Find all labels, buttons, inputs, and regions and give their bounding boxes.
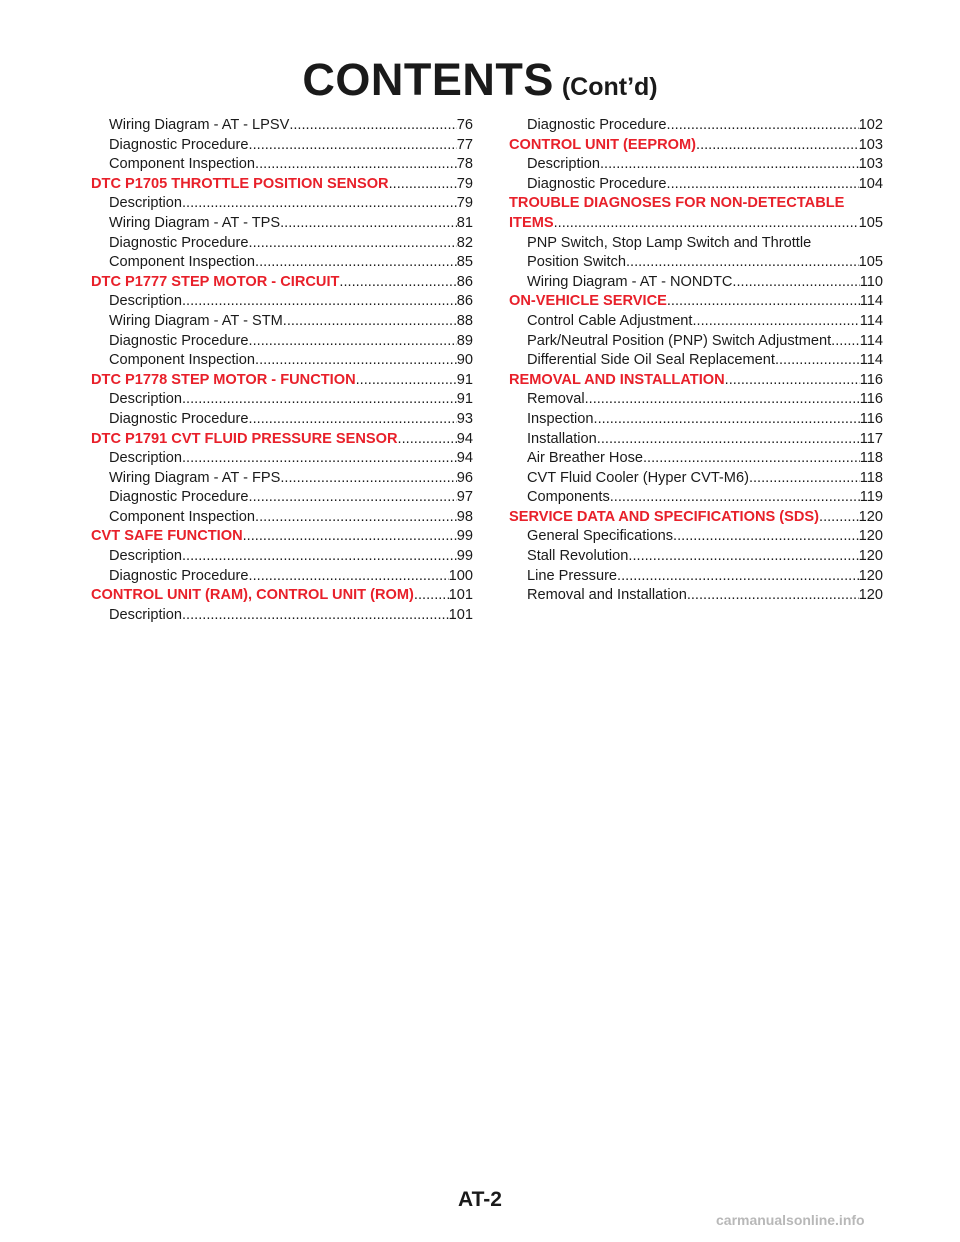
dot-leader — [280, 214, 457, 234]
toc-entry[interactable] — [509, 488, 883, 508]
toc-entry[interactable] — [91, 155, 473, 175]
dot-leader — [249, 234, 457, 254]
toc-entry-label: PNP Switch, Stop Lamp Switch and Throttle — [527, 234, 812, 251]
toc-entry-page: 101 — [448, 587, 473, 604]
toc-entry-page: 91 — [456, 391, 473, 408]
toc-entry-label: Components — [527, 489, 610, 506]
title-subtitle: (Cont’d) — [561, 73, 658, 101]
toc-right-column — [509, 116, 883, 606]
dot-leader — [667, 175, 859, 195]
toc-entry-label: Component Inspection — [109, 508, 256, 525]
dot-leader — [628, 547, 858, 567]
toc-entry[interactable] — [91, 410, 473, 430]
toc-entry[interactable] — [91, 488, 473, 508]
dot-leader — [255, 155, 457, 175]
toc-entry-page: 105 — [858, 214, 883, 231]
toc-entry-page: 114 — [859, 312, 883, 329]
toc-entry-label: REMOVAL AND INSTALLATION — [509, 371, 725, 388]
toc-entry-label: CVT Fluid Cooler (Hyper CVT-M6) — [527, 469, 749, 486]
toc-entry-page: 82 — [456, 234, 473, 251]
toc-entry-page: 118 — [859, 469, 883, 486]
dot-leader — [249, 410, 457, 430]
toc-entry-label: Diagnostic Procedure — [109, 234, 249, 251]
toc-entry[interactable] — [509, 312, 883, 332]
toc-entry-label: DTC P1777 STEP MOTOR - CIRCUIT — [91, 273, 340, 290]
toc-entry-label: Component Inspection — [109, 352, 256, 369]
toc-entry-page: 99 — [456, 528, 473, 545]
toc-entry[interactable] — [509, 234, 883, 254]
dot-leader — [643, 449, 860, 469]
dot-leader — [243, 527, 457, 547]
dot-leader — [280, 469, 456, 489]
toc-entry-page: 120 — [858, 508, 883, 525]
dot-leader — [696, 136, 859, 156]
dot-leader — [585, 390, 860, 410]
dot-leader — [182, 390, 457, 410]
toc-entry-page: 104 — [858, 175, 883, 192]
toc-entry[interactable] — [91, 253, 473, 273]
toc-entry-label: ITEMS — [509, 214, 554, 231]
toc-entry[interactable] — [91, 116, 473, 136]
toc-left-column — [91, 116, 473, 625]
dot-leader — [667, 116, 859, 136]
toc-entry[interactable] — [91, 606, 473, 626]
toc-entry-label: Description — [527, 156, 600, 173]
toc-entry[interactable] — [509, 175, 883, 195]
toc-entry-label: Wiring Diagram - AT - LPSV — [109, 117, 290, 133]
toc-entry-page: 79 — [456, 195, 473, 212]
toc-entry-label: TROUBLE DIAGNOSES FOR NON-DETECTABLE — [509, 195, 845, 212]
toc-entry[interactable] — [509, 547, 883, 567]
dot-leader — [255, 351, 457, 371]
toc-entry-page: 120 — [858, 548, 883, 565]
toc-entry[interactable] — [509, 430, 883, 450]
toc-entry[interactable] — [91, 292, 473, 312]
toc-entry-page: 86 — [456, 293, 473, 310]
toc-entry-page: 79 — [456, 175, 473, 192]
toc-entry-page: 85 — [456, 254, 473, 271]
toc-entry-label: Diagnostic Procedure — [109, 136, 249, 153]
toc-entry-label: Removal and Installation — [527, 587, 687, 604]
toc-entry-label: Description — [109, 450, 182, 467]
toc-entry-label: Differential Side Oil Seal Replacement — [527, 352, 775, 369]
toc-entry-label: DTC P1778 STEP MOTOR - FUNCTION — [91, 371, 356, 388]
toc-entry-page: 89 — [456, 332, 473, 349]
dot-leader — [775, 351, 860, 371]
toc-entry-label: Diagnostic Procedure — [109, 567, 249, 584]
toc-section-heading[interactable] — [91, 430, 473, 450]
dot-leader — [594, 410, 860, 430]
dot-leader — [289, 116, 456, 136]
toc-entry-label: Diagnostic Procedure — [109, 489, 249, 506]
dot-leader — [554, 214, 859, 234]
dot-leader — [626, 253, 859, 273]
toc-entry[interactable] — [91, 312, 473, 332]
toc-entry-label: Description — [109, 195, 182, 212]
dot-leader — [249, 332, 457, 352]
toc-entry-label: General Specifications — [527, 528, 674, 545]
page-title — [0, 54, 960, 106]
toc-entry-label: Control Cable Adjustment — [527, 312, 693, 329]
toc-entry-page: 118 — [859, 450, 883, 467]
dot-leader — [749, 469, 860, 489]
toc-entry[interactable] — [509, 527, 883, 547]
toc-entry[interactable] — [509, 273, 883, 293]
toc-entry[interactable] — [509, 155, 883, 175]
toc-entry[interactable] — [91, 508, 473, 528]
toc-entry-label: Stall Revolution — [527, 548, 629, 565]
toc-entry-page: 91 — [456, 371, 473, 388]
toc-section-heading[interactable] — [91, 371, 473, 391]
toc-entry-page: 120 — [858, 567, 883, 584]
dot-leader — [182, 292, 457, 312]
toc-entry[interactable] — [91, 449, 473, 469]
toc-entry-page: 114 — [859, 293, 883, 310]
toc-entry[interactable] — [509, 449, 883, 469]
toc-entry-label: Diagnostic Procedure — [527, 175, 667, 192]
toc-section-heading[interactable] — [509, 194, 883, 214]
toc-entry-page: 105 — [858, 254, 883, 271]
toc-section-heading[interactable] — [509, 371, 883, 391]
toc-entry-label: Wiring Diagram - AT - NONDTC — [527, 273, 733, 290]
toc-entry-page: 94 — [456, 450, 473, 467]
dot-leader — [255, 508, 457, 528]
toc-entry-label: DTC P1791 CVT FLUID PRESSURE SENSOR — [91, 430, 398, 447]
dot-leader — [687, 586, 859, 606]
toc-entry-page: 86 — [456, 273, 473, 290]
toc-entry-page: 120 — [858, 587, 883, 604]
toc-entry-label: CVT SAFE FUNCTION — [91, 528, 243, 545]
toc-entry-label: Diagnostic Procedure — [109, 410, 249, 427]
toc-entry-page: 88 — [456, 312, 473, 329]
dot-leader — [339, 273, 456, 293]
toc-entry-label: Installation — [527, 430, 597, 447]
toc-entry-page: 99 — [456, 548, 473, 565]
dot-leader — [414, 586, 449, 606]
dot-leader — [389, 175, 457, 195]
dot-leader — [356, 371, 457, 391]
toc-entry-label: Wiring Diagram - AT - STM — [109, 312, 283, 329]
toc-entry-page: 116 — [859, 391, 883, 408]
page-number: AT-2 — [458, 1188, 502, 1211]
dot-leader — [673, 527, 859, 547]
toc-entry-label: Wiring Diagram - AT - FPS — [109, 469, 281, 486]
dot-leader — [249, 567, 449, 587]
toc-entry-page: 114 — [859, 332, 883, 349]
toc-entry-label: Air Breather Hose — [527, 450, 643, 467]
toc-entry-page: 101 — [448, 606, 473, 623]
dot-leader — [667, 292, 860, 312]
toc-entry[interactable] — [91, 332, 473, 352]
dot-leader — [182, 449, 457, 469]
dot-leader — [249, 488, 457, 508]
toc-entry[interactable] — [91, 567, 473, 587]
toc-entry-page: 77 — [456, 136, 473, 153]
dot-leader — [725, 371, 860, 391]
toc-entry-label: Description — [109, 391, 182, 408]
toc-entry[interactable] — [509, 586, 883, 606]
toc-entry[interactable] — [509, 469, 883, 489]
toc-entry[interactable] — [509, 253, 883, 273]
toc-entry-page: 119 — [859, 489, 883, 506]
toc-entry-page: 103 — [858, 156, 883, 173]
toc-entry-page: 116 — [859, 410, 883, 427]
toc-entry-page: 98 — [456, 508, 473, 525]
toc-entry-page: 120 — [858, 528, 883, 545]
toc-entry-label: SERVICE DATA AND SPECIFICATIONS (SDS) — [509, 508, 820, 525]
dot-leader — [600, 155, 859, 175]
toc-entry-label: Park/Neutral Position (PNP) Switch Adjustment — [527, 332, 832, 349]
toc-entry-page: 110 — [859, 273, 883, 290]
dot-leader — [610, 488, 860, 508]
toc-entry[interactable] — [91, 136, 473, 156]
toc-entry-page: 94 — [456, 430, 473, 447]
toc-entry-page: 81 — [456, 214, 473, 231]
dot-leader — [617, 567, 859, 587]
toc-entry-page: 117 — [859, 430, 883, 447]
dot-leader — [182, 194, 457, 214]
toc-entry[interactable] — [509, 410, 883, 430]
toc-section-heading[interactable] — [509, 508, 883, 528]
dot-leader — [255, 253, 457, 273]
dot-leader — [283, 312, 457, 332]
dot-leader — [692, 312, 859, 332]
toc-entry[interactable] — [91, 390, 473, 410]
toc-entry-label: Line Pressure — [527, 567, 618, 584]
toc-entry[interactable] — [509, 390, 883, 410]
toc-entry-page: 96 — [456, 469, 473, 486]
toc-entry-label: Description — [109, 293, 182, 310]
watermark: carmanualsonline.info — [716, 1212, 865, 1228]
toc-entry-label: Removal — [527, 391, 585, 408]
toc-entry[interactable] — [509, 567, 883, 587]
toc-entry[interactable] — [509, 332, 883, 352]
title-main: CONTENTS — [302, 54, 554, 105]
toc-entry-label: Description — [109, 548, 182, 565]
dot-leader — [597, 430, 860, 450]
dot-leader — [182, 606, 449, 626]
toc-entry-label: Description — [109, 606, 182, 623]
toc-entry-page: 116 — [859, 371, 883, 388]
toc-entry-page: 76 — [456, 117, 473, 133]
toc-entry-page: 97 — [456, 489, 473, 506]
toc-entry-page: 103 — [858, 136, 883, 153]
toc-entry-label: ON-VEHICLE SERVICE — [509, 293, 667, 310]
toc-entry[interactable] — [91, 469, 473, 489]
toc-entry-label: DTC P1705 THROTTLE POSITION SENSOR — [91, 175, 389, 192]
toc-entry-label: Component Inspection — [109, 156, 256, 173]
toc-entry[interactable] — [91, 234, 473, 254]
dot-leader — [819, 508, 859, 528]
dot-leader — [732, 273, 859, 293]
toc-entry-page: 100 — [448, 567, 473, 584]
toc-section-heading[interactable] — [509, 214, 883, 234]
toc-section-heading[interactable] — [91, 175, 473, 195]
toc-section-heading[interactable] — [509, 292, 883, 312]
toc-entry[interactable] — [91, 194, 473, 214]
toc-entry-label: CONTROL UNIT (RAM), CONTROL UNIT (ROM) — [91, 587, 414, 604]
toc-entry-label: Diagnostic Procedure — [527, 117, 667, 133]
dot-leader — [831, 332, 860, 352]
toc-entry-label: Position Switch — [527, 254, 626, 271]
toc-entry-page: 102 — [858, 117, 883, 133]
toc-entry[interactable] — [91, 351, 473, 371]
toc-entry-page: 114 — [859, 352, 883, 369]
toc-entry[interactable] — [91, 547, 473, 567]
toc-section-heading[interactable] — [91, 586, 473, 606]
dot-leader — [398, 430, 457, 450]
dot-leader — [249, 136, 457, 156]
toc-entry-page: 78 — [456, 156, 473, 173]
toc-entry[interactable] — [509, 351, 883, 371]
toc-entry-page: 90 — [456, 352, 473, 369]
toc-entry-label: Inspection — [527, 410, 594, 427]
toc-entry-label: Component Inspection — [109, 254, 256, 271]
dot-leader — [182, 547, 457, 567]
toc-entry-page: 93 — [456, 410, 473, 427]
toc-section-heading[interactable] — [91, 273, 473, 293]
toc-entry[interactable] — [91, 214, 473, 234]
toc-entry-label: Wiring Diagram - AT - TPS — [109, 214, 281, 231]
toc-entry-label: Diagnostic Procedure — [109, 332, 249, 349]
toc-section-heading[interactable] — [91, 527, 473, 547]
toc-section-heading[interactable] — [509, 136, 883, 156]
toc-entry[interactable] — [509, 116, 883, 136]
toc-entry-label: CONTROL UNIT (EEPROM) — [509, 136, 697, 153]
